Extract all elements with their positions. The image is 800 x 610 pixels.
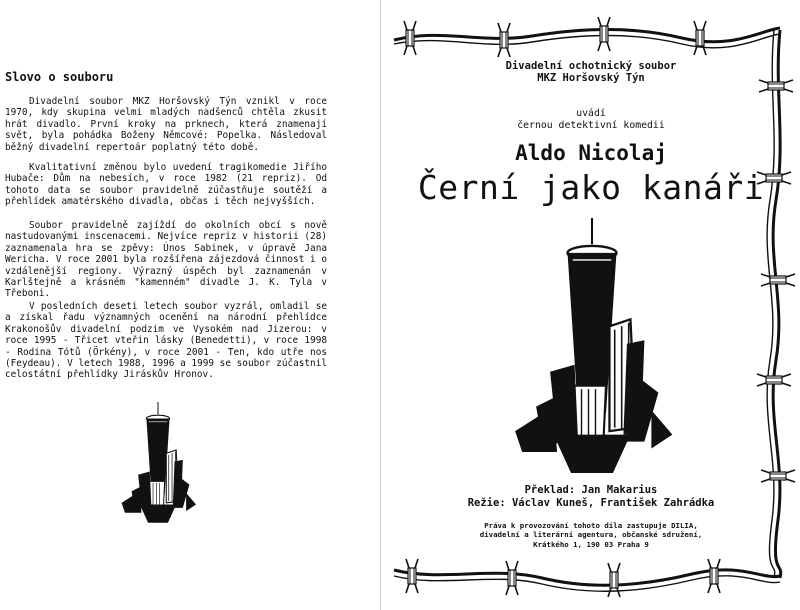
- paragraph-awards: V posledních deseti letech soubor vyzrál, omladil se a získal řadu významných ocenění na národní přehlídce Krakonošův divadelní podzim ve Vysokém nad Jizerou: v roce 1995 - Třicet vteřin lásky (Benedetti), v roce 1998 - Rodina Tótů (Örkény), v roce 2001 - Ten, kdo utře nos (Feydeau). V letech 1988, 1996 a 1999 se soubor zúčastnil celostátní přehlídky Jiráskův Hronov.: [5, 301, 327, 381]
- section-heading: Slovo o souboru: [5, 70, 114, 84]
- translation-credit: Překlad: Jan Makarius: [524, 484, 658, 496]
- rights-notice: [382, 521, 800, 549]
- rights-line-2: divadelní a literární agentura, občanské sdružení,: [479, 530, 703, 540]
- skyscraper-illustration-large: [477, 218, 707, 484]
- direction-credit: Režie: Václav Kuneš, František Zahrádka: [467, 496, 715, 509]
- presents-word: uvádí: [576, 108, 606, 119]
- skyscraper-illustration-small: [116, 402, 200, 530]
- credits-block: [382, 484, 800, 509]
- rights-line-1: Práva k provozování tohoto díla zastupuje DILIA,: [484, 521, 698, 530]
- paragraph-touring: Soubor pravidelně zajíždí do okolních obcí s nově nastudovanými inscenacemi. Nejvíce repriz v historii (28) zaznamenala hra se zpěvy: Únos Sabinek, v úpravě Jana Wericha. V roce 2001 byla rozšířena zájezdová činnost i o vzdálenější regiony. Výrazný úspěch byl zaznamenán v Karlštejně a krásném "kamenném" divadle J. K. Tyla v Třeboni.: [5, 220, 327, 300]
- ensemble-line-1: Divadelní ochotnický soubor: [505, 60, 677, 72]
- play-title: Černí jako kanáři: [417, 168, 765, 207]
- paragraph-quality: Kvalitativní změnou bylo uvedení tragikomedie Jiřího Hubače: Dům na nebesích, v roce 1982 (21 repriz). Od tohoto data se soubor pravidelně zúčastňuje soutěží a přehlídek amatérského divadla, občas i těch nejvyšších.: [5, 162, 327, 208]
- rights-line-3: Krátkého 1, 190 03 Praha 9: [533, 539, 649, 549]
- ensemble-name: [382, 60, 800, 84]
- ensemble-line-2: MKZ Horšovský Týn: [537, 72, 645, 84]
- left-page: [0, 0, 372, 610]
- paragraph-history: Divadelní soubor MKZ Horšovský Týn vznikl v roce 1970, kdy skupina velmi mladých nadšenců chtěla zkusit hrát divadlo. První kroky na prknech, která znamenají svět, byla pohádka Boženy Němcové: Popelka. Následoval běžný divadelní repertoár poplatný této době.: [5, 96, 327, 153]
- presents-block: [382, 108, 800, 132]
- page-fold: [380, 0, 381, 610]
- genre-line: černou detektivní komedii: [517, 120, 665, 131]
- right-page: [382, 0, 800, 610]
- author-name: Aldo Nicolaj: [515, 141, 667, 165]
